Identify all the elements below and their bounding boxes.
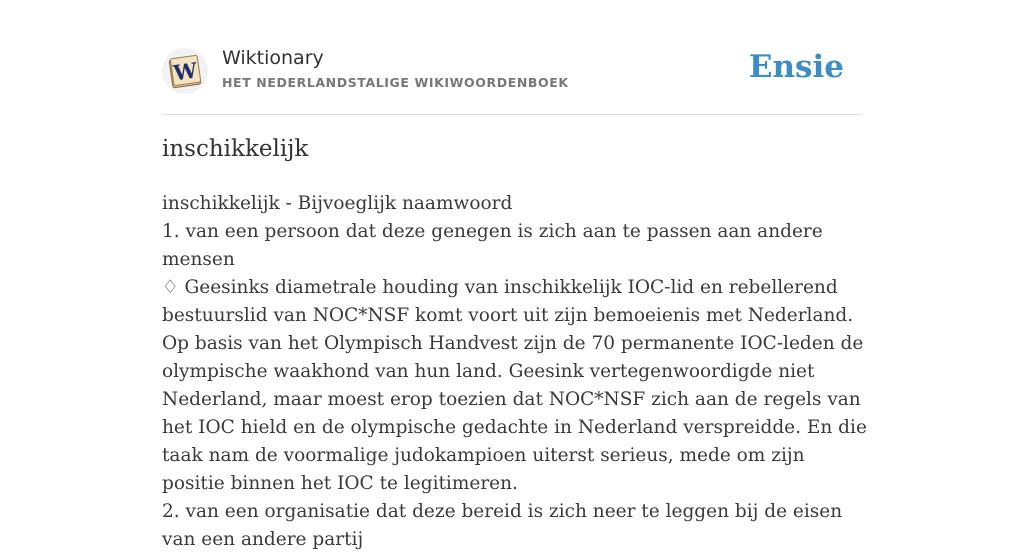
site-header	[162, 44, 862, 115]
site-title[interactable]: Wiktionary	[222, 47, 324, 69]
entry-content	[162, 190, 867, 554]
svg-text:W: W	[171, 57, 199, 86]
page-title: inschikkelijk	[162, 136, 309, 162]
part-of-speech-line: inschikkelijk - Bijvoeglijk naamwoord	[162, 193, 513, 214]
wiktionary-logo[interactable]	[162, 48, 208, 94]
wiktionary-tile-icon	[162, 48, 208, 94]
site-subtitle: HET NEDERLANDSTALIGE WIKIWOORDENBOEK	[222, 75, 569, 90]
ensie-brand-logo[interactable]: Ensie	[748, 49, 844, 85]
example-1: ♢ Geesinks diametrale houding van inschikkelijk IOC-lid en rebellerend bestuurslid van NOC*NSF komt voort uit zijn bemoeienis met Nederland. Op basis van het Olympisch Handvest zijn de 70 permanente IOC-leden de olympische waakhond van hun land. Geesink vertegenwoordigde niet Nederland, maar moest erop toezien dat NOC*NSF zich aan de regels van het IOC hield en de olympische gedachte in Nederland verspreidde. En die taak nam de voormalige judokampioen uiterst serieus, mede om zijn positie binnen het IOC te legitimeren.	[162, 277, 867, 494]
definition-1: 1. van een persoon dat deze genegen is zich aan te passen aan andere mensen	[162, 221, 823, 270]
definition-2: 2. van een organisatie dat deze bereid is zich neer te leggen bij de eisen van een andere partij	[162, 501, 843, 550]
